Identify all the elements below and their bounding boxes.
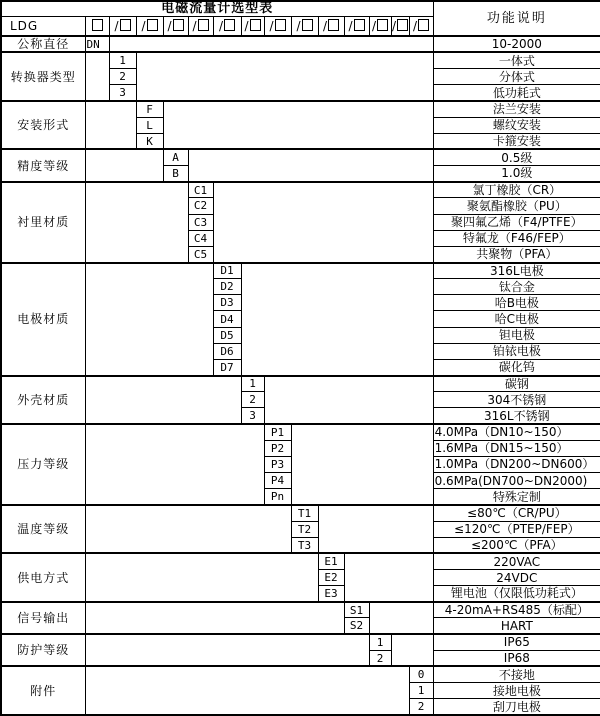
slash: / — [296, 19, 301, 34]
desc-cell: 0.5级 — [433, 149, 600, 165]
code-cell: L — [136, 117, 163, 133]
code-cell: T3 — [291, 537, 318, 553]
code-cell: D7 — [213, 359, 241, 375]
option-row — [1, 149, 600, 165]
filler-cell — [85, 263, 213, 376]
code-cell: S1 — [344, 602, 369, 618]
group-label: 信号输出 — [1, 602, 85, 634]
code-box-icon — [302, 19, 313, 31]
code-cell: 0 — [409, 666, 433, 682]
code-cell: E2 — [318, 569, 344, 585]
code-cell: Pn — [264, 489, 291, 505]
filler-cell — [264, 376, 433, 424]
slash: / — [391, 19, 397, 34]
group-label: 安装形式 — [1, 101, 85, 149]
code-box-icon — [397, 19, 408, 31]
desc-cell: 钛合金 — [433, 279, 600, 295]
code-cell: P1 — [264, 424, 291, 440]
code-box-icon — [418, 19, 429, 31]
slash: / — [348, 19, 353, 34]
code-cell: 2 — [109, 69, 136, 85]
filler-cell — [85, 182, 188, 263]
desc-cell: IP68 — [433, 650, 600, 666]
filler-cell — [391, 634, 433, 666]
filler-cell — [188, 149, 433, 181]
code-slot-cell — [291, 16, 318, 36]
desc-cell: 分体式 — [433, 69, 600, 85]
code-slot-cell — [344, 16, 369, 36]
filler-cell — [291, 424, 433, 505]
code-slot-cell — [369, 16, 391, 36]
slash: / — [322, 19, 328, 34]
group-label: 温度等级 — [1, 505, 85, 553]
group-label: 防护等级 — [1, 634, 85, 666]
slash: / — [114, 19, 119, 34]
code-cell: 1 — [369, 634, 391, 650]
code-slot-cell — [136, 16, 163, 36]
option-row — [1, 52, 600, 68]
slash: / — [413, 19, 418, 34]
slash: / — [141, 19, 146, 34]
code-cell: D5 — [213, 327, 241, 343]
desc-cell: 铂铱电极 — [433, 343, 600, 359]
function-column-header: 功能说明 — [433, 1, 600, 36]
code-cell: E1 — [318, 553, 344, 569]
code-slot-cell — [241, 16, 264, 36]
filler-cell — [109, 36, 433, 52]
code-box-icon — [354, 19, 365, 31]
code-cell: 1 — [409, 683, 433, 699]
code-cell: P4 — [264, 473, 291, 489]
desc-cell: 哈B电极 — [433, 295, 600, 311]
code-box-icon — [224, 19, 235, 31]
desc-cell: 1.6MPa（DN15~150） — [433, 440, 600, 456]
desc-cell: ≤200℃（PFA） — [433, 537, 600, 553]
filler-cell — [136, 52, 433, 100]
code-cell: C4 — [188, 230, 213, 246]
code-cell: E3 — [318, 586, 344, 602]
option-row — [1, 602, 600, 618]
group-label: 衬里材质 — [1, 182, 85, 263]
code-cell: P3 — [264, 456, 291, 472]
code-slot-cell — [188, 16, 213, 36]
code-cell: K — [136, 133, 163, 149]
filler-cell — [85, 149, 163, 181]
code-cell: S2 — [344, 618, 369, 634]
desc-cell: 氯丁橡胶（CR） — [433, 182, 600, 198]
code-cell: 2 — [241, 392, 264, 408]
option-row — [1, 182, 600, 198]
desc-cell: 1.0MPa（DN200~DN600） — [433, 456, 600, 472]
slash: / — [192, 19, 197, 34]
group-label: 压力等级 — [1, 424, 85, 505]
desc-cell: 钽电极 — [433, 327, 600, 343]
desc-cell: 螺纹安装 — [433, 117, 600, 133]
code-cell: A — [163, 149, 188, 165]
slash: / — [244, 19, 249, 34]
filler-cell — [344, 553, 433, 601]
code-cell: C5 — [188, 246, 213, 262]
code-slot-cell — [163, 16, 188, 36]
filler-cell — [85, 101, 136, 149]
code-cell: D2 — [213, 279, 241, 295]
option-row — [1, 634, 600, 650]
desc-cell: 低功耗式 — [433, 85, 600, 101]
code-cell: C3 — [188, 214, 213, 230]
desc-cell: 特氟龙（F46/FEP） — [433, 230, 600, 246]
group-label: 电极材质 — [1, 263, 85, 376]
group-label: 转换器类型 — [1, 52, 85, 100]
code-cell: D3 — [213, 295, 241, 311]
option-row — [1, 376, 600, 392]
desc-cell: 不接地 — [433, 666, 600, 682]
code-cell: 3 — [109, 85, 136, 101]
desc-cell: IP65 — [433, 634, 600, 650]
desc-cell: ≤80℃（CR/PU） — [433, 505, 600, 521]
slash: / — [167, 19, 172, 34]
filler-cell — [85, 634, 369, 666]
code-cell: P2 — [264, 440, 291, 456]
desc-cell: 一体式 — [433, 52, 600, 68]
desc-cell: 10-2000 — [433, 36, 600, 52]
code-box-icon — [147, 19, 158, 31]
code-box-icon — [92, 19, 103, 31]
slash: / — [269, 19, 274, 34]
filler-cell — [85, 505, 291, 553]
desc-cell: ≤120℃（PTEP/FEP） — [433, 521, 600, 537]
first-code-slot-cell — [85, 16, 109, 36]
code-cell: F — [136, 101, 163, 117]
code-cell: 3 — [241, 408, 264, 424]
code-cell: 2 — [369, 650, 391, 666]
desc-cell: 碳化钨 — [433, 359, 600, 375]
desc-cell: 4-20mA+RS485（标配） — [433, 602, 600, 618]
model-prefix: LDG — [1, 16, 85, 36]
option-row — [1, 263, 600, 279]
option-row — [1, 36, 600, 52]
option-row — [1, 424, 600, 440]
code-cell: 1 — [241, 376, 264, 392]
code-box-icon — [250, 19, 261, 31]
option-row — [1, 666, 600, 682]
code-cell: T1 — [291, 505, 318, 521]
slash: / — [371, 19, 377, 34]
code-box-icon — [328, 19, 339, 31]
code-cell: 1 — [109, 52, 136, 68]
code-cell: B — [163, 166, 188, 182]
group-label: 附件 — [1, 666, 85, 715]
code-cell: DN — [85, 36, 109, 52]
group-label: 供电方式 — [1, 553, 85, 601]
desc-cell: 碳钢 — [433, 376, 600, 392]
code-cell: D4 — [213, 311, 241, 327]
option-row — [1, 505, 600, 521]
desc-cell: 哈C电极 — [433, 311, 600, 327]
desc-cell: 304不锈钢 — [433, 392, 600, 408]
desc-cell: 共聚物（PFA） — [433, 246, 600, 262]
code-box-icon — [120, 19, 131, 31]
desc-cell: 316L不锈钢 — [433, 408, 600, 424]
filler-cell — [369, 602, 433, 634]
title-row — [1, 1, 600, 16]
desc-cell: 316L电极 — [433, 263, 600, 279]
filler-cell — [163, 101, 433, 149]
desc-cell: 卡箍安装 — [433, 133, 600, 149]
filler-cell — [85, 376, 241, 424]
desc-cell: 1.0级 — [433, 166, 600, 182]
desc-cell: 刮刀电极 — [433, 699, 600, 715]
filler-cell — [85, 602, 344, 634]
filler-cell — [318, 505, 433, 553]
table-title: 电磁流量计选型表 — [1, 1, 433, 16]
code-slot-cell — [264, 16, 291, 36]
filler-cell — [85, 424, 264, 505]
desc-cell: 聚四氟乙烯（F4/PTFE） — [433, 214, 600, 230]
code-cell: C1 — [188, 182, 213, 198]
desc-cell: 聚氨酯橡胶（PU） — [433, 198, 600, 214]
option-row — [1, 553, 600, 569]
code-cell: D1 — [213, 263, 241, 279]
desc-cell: 24VDC — [433, 569, 600, 585]
code-cell: D6 — [213, 343, 241, 359]
desc-cell: HART — [433, 618, 600, 634]
filler-cell — [85, 52, 109, 100]
code-slot-cell — [409, 16, 433, 36]
option-row — [1, 101, 600, 117]
code-box-icon — [173, 19, 184, 31]
desc-cell: 接地电极 — [433, 683, 600, 699]
desc-cell: 4.0MPa（DN10~150） — [433, 424, 600, 440]
desc-cell: 锂电池（仅限低功耗式） — [433, 586, 600, 602]
desc-cell: 0.6MPa(DN700~DN2000) — [433, 473, 600, 489]
code-slot-cell — [213, 16, 241, 36]
filler-cell — [85, 666, 409, 715]
desc-cell: 法兰安装 — [433, 101, 600, 117]
filler-cell — [213, 182, 433, 263]
filler-cell — [241, 263, 433, 376]
code-box-icon — [377, 19, 388, 31]
slash: / — [218, 19, 224, 34]
group-label: 公称直径 — [1, 36, 85, 52]
code-box-icon — [198, 19, 209, 31]
code-slot-cell — [318, 16, 344, 36]
code-cell: C2 — [188, 198, 213, 214]
code-box-icon — [275, 19, 286, 31]
code-slot-cell — [391, 16, 409, 36]
filler-cell — [85, 553, 318, 601]
code-cell: 2 — [409, 699, 433, 715]
code-slot-cell — [109, 16, 136, 36]
group-label: 精度等级 — [1, 149, 85, 181]
desc-cell: 特殊定制 — [433, 489, 600, 505]
desc-cell: 220VAC — [433, 553, 600, 569]
code-cell: T2 — [291, 521, 318, 537]
group-label: 外壳材质 — [1, 376, 85, 424]
